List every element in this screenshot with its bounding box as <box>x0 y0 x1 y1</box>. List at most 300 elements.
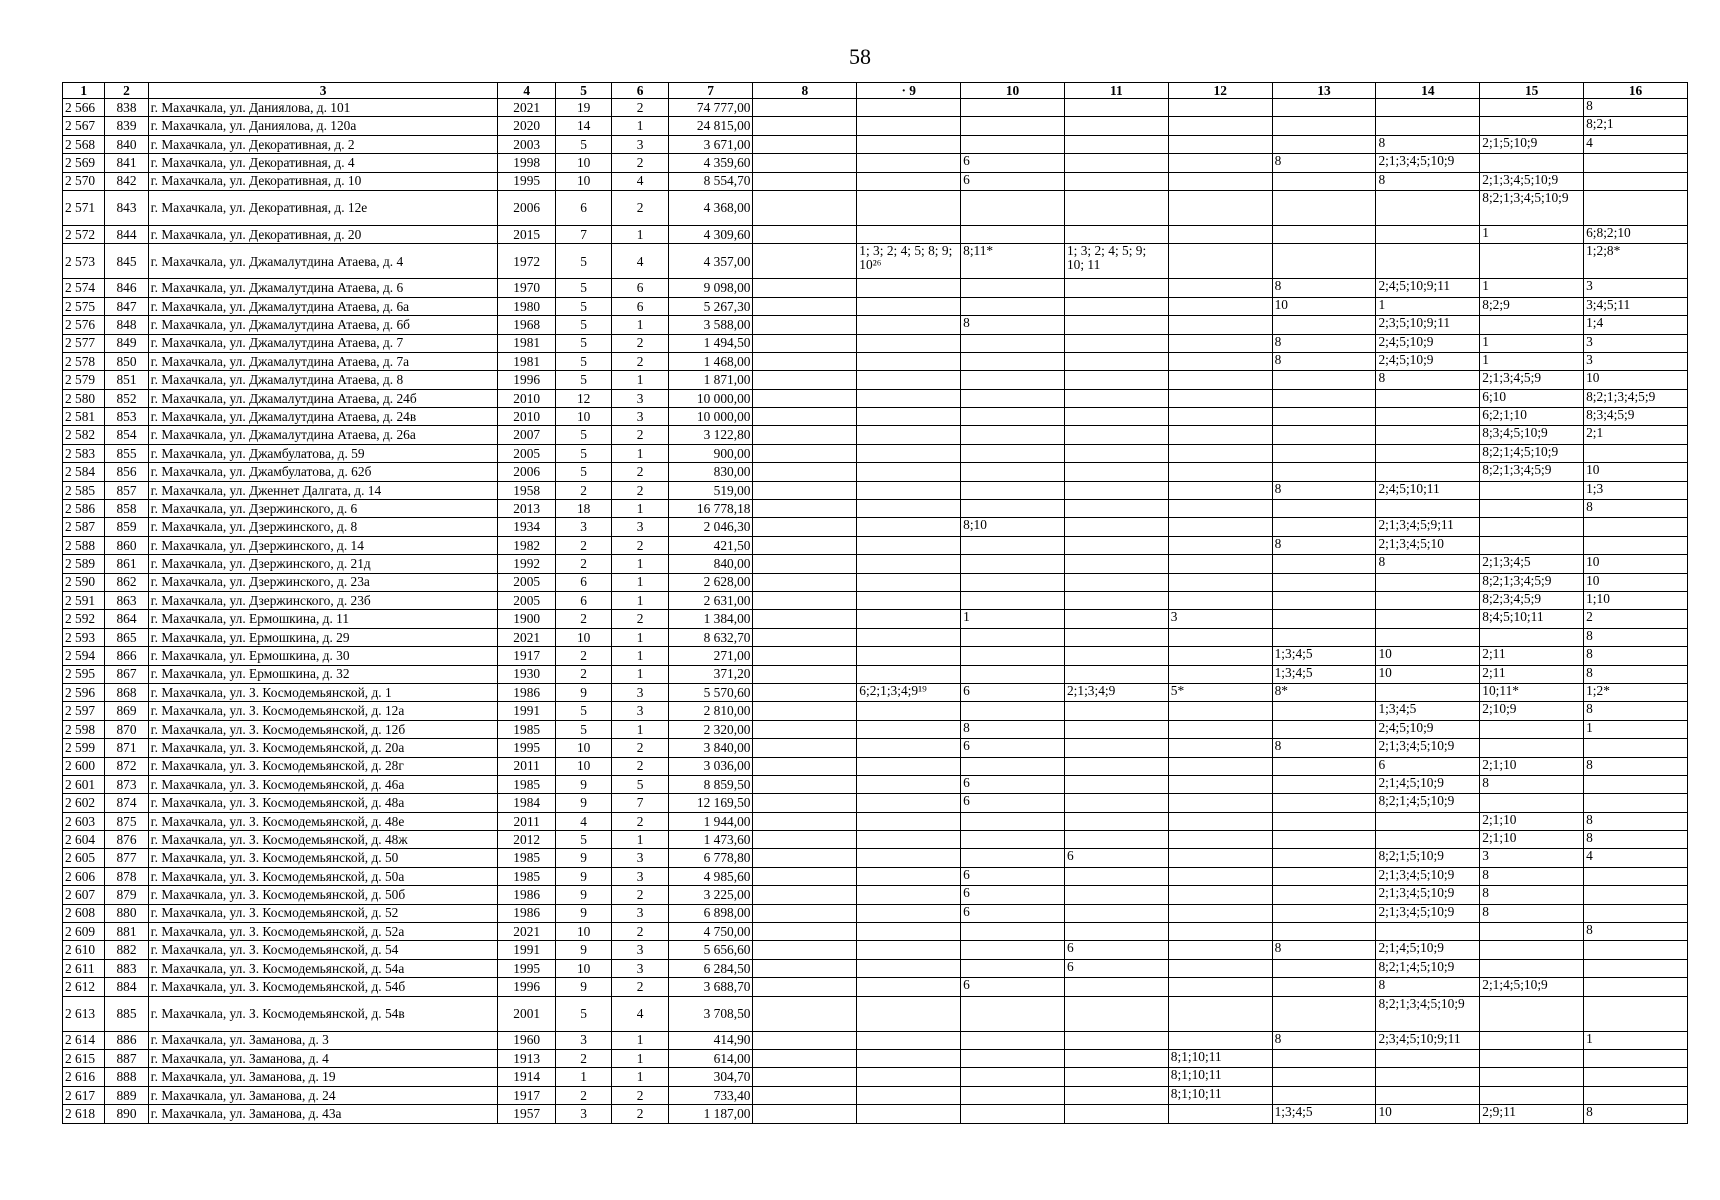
table-row <box>63 849 1688 867</box>
cell-col-4: 1968 <box>498 316 555 334</box>
cell-col-16: 3;4;5;11 <box>1584 297 1688 315</box>
table-row <box>63 135 1688 153</box>
cell-col-6: 2 <box>612 352 668 370</box>
cell-col-1: 2 582 <box>63 426 105 444</box>
cell-col-4: 1996 <box>498 978 555 996</box>
cell-col-7: 74 777,00 <box>668 99 753 117</box>
cell-col-10 <box>961 849 1065 867</box>
cell-col-13 <box>1272 389 1376 407</box>
cell-col-14: 8 <box>1376 978 1480 996</box>
cell-col-1: 2 615 <box>63 1049 105 1067</box>
cell-col-12 <box>1168 812 1272 830</box>
cell-col-5: 9 <box>555 904 611 922</box>
cell-col-7: 3 225,00 <box>668 886 753 904</box>
cell-col-12 <box>1168 941 1272 959</box>
table-row <box>63 591 1688 609</box>
cell-col-5: 6 <box>555 190 611 225</box>
cell-col-7: 2 320,00 <box>668 720 753 738</box>
cell-col-15 <box>1480 794 1584 812</box>
cell-col-6: 3 <box>612 408 668 426</box>
cell-col-5: 9 <box>555 867 611 885</box>
cell-col-8 <box>753 154 857 172</box>
cell-col-9 <box>857 573 961 591</box>
cell-col-7: 840,00 <box>668 555 753 573</box>
cell-col-12 <box>1168 172 1272 190</box>
cell-col-1: 2 576 <box>63 316 105 334</box>
cell-col-4: 1934 <box>498 518 555 536</box>
cell-col-16: 3 <box>1584 352 1688 370</box>
cell-col-16 <box>1584 172 1688 190</box>
cell-col-13 <box>1272 573 1376 591</box>
cell-col-13 <box>1272 591 1376 609</box>
table-row <box>63 1086 1688 1104</box>
cell-col-16: 3 <box>1584 279 1688 297</box>
table-row <box>63 99 1688 117</box>
cell-col-11 <box>1064 812 1168 830</box>
cell-col-14 <box>1376 408 1480 426</box>
cell-col-3: г. Махачкала, ул. Заманова, д. 3 <box>148 1031 498 1049</box>
cell-col-12 <box>1168 352 1272 370</box>
cell-col-2: 870 <box>105 720 148 738</box>
table-row <box>63 978 1688 996</box>
table-row <box>63 1049 1688 1067</box>
cell-col-8 <box>753 1031 857 1049</box>
cell-col-7: 1 468,00 <box>668 352 753 370</box>
cell-col-9 <box>857 1105 961 1123</box>
cell-col-15: 3 <box>1480 849 1584 867</box>
cell-col-6: 1 <box>612 444 668 462</box>
cell-col-11 <box>1064 518 1168 536</box>
cell-col-8 <box>753 352 857 370</box>
cell-col-8 <box>753 117 857 135</box>
table-row <box>63 297 1688 315</box>
cell-col-4: 1900 <box>498 610 555 628</box>
table-row <box>63 628 1688 646</box>
cell-col-7: 3 036,00 <box>668 757 753 775</box>
cell-col-2: 876 <box>105 831 148 849</box>
cell-col-12 <box>1168 959 1272 977</box>
cell-col-11 <box>1064 99 1168 117</box>
cell-col-6: 2 <box>612 190 668 225</box>
cell-col-16 <box>1584 941 1688 959</box>
cell-col-9 <box>857 628 961 646</box>
table-row <box>63 536 1688 554</box>
cell-col-11 <box>1064 1049 1168 1067</box>
cell-col-16: 8 <box>1584 1105 1688 1123</box>
cell-col-8 <box>753 867 857 885</box>
cell-col-4: 2005 <box>498 573 555 591</box>
cell-col-8 <box>753 610 857 628</box>
cell-col-12: 3 <box>1168 610 1272 628</box>
cell-col-12 <box>1168 904 1272 922</box>
cell-col-11 <box>1064 279 1168 297</box>
table-row <box>63 371 1688 389</box>
cell-col-14 <box>1376 1068 1480 1086</box>
cell-col-16: 1;2* <box>1584 683 1688 701</box>
table-row <box>63 555 1688 573</box>
cell-col-10 <box>961 702 1065 720</box>
cell-col-4: 2020 <box>498 117 555 135</box>
table-row <box>63 463 1688 481</box>
cell-col-14 <box>1376 683 1480 701</box>
cell-col-8 <box>753 297 857 315</box>
column-header-1: 1 <box>63 83 105 99</box>
cell-col-8 <box>753 279 857 297</box>
column-header-6: 6 <box>612 83 668 99</box>
cell-col-5: 7 <box>555 225 611 243</box>
table-row <box>63 886 1688 904</box>
cell-col-2: 852 <box>105 389 148 407</box>
cell-col-1: 2 589 <box>63 555 105 573</box>
cell-col-10 <box>961 959 1065 977</box>
cell-col-10 <box>961 647 1065 665</box>
cell-col-11 <box>1064 481 1168 499</box>
cell-col-2: 862 <box>105 573 148 591</box>
cell-col-8 <box>753 628 857 646</box>
cell-col-5: 10 <box>555 923 611 941</box>
cell-col-3: г. Махачкала, ул. Джамалутдина Атаева, д. 7 <box>148 334 498 352</box>
cell-col-9 <box>857 426 961 444</box>
cell-col-11 <box>1064 757 1168 775</box>
cell-col-3: г. Махачкала, ул. З. Космодемьянской, д. 46а <box>148 775 498 793</box>
cell-col-15 <box>1480 500 1584 518</box>
cell-col-7: 24 815,00 <box>668 117 753 135</box>
cell-col-2: 841 <box>105 154 148 172</box>
cell-col-6: 1 <box>612 665 668 683</box>
cell-col-7: 3 588,00 <box>668 316 753 334</box>
column-header-3: 3 <box>148 83 498 99</box>
cell-col-7: 6 898,00 <box>668 904 753 922</box>
cell-col-2: 890 <box>105 1105 148 1123</box>
cell-col-12 <box>1168 647 1272 665</box>
cell-col-3: г. Махачкала, ул. Ермошкина, д. 29 <box>148 628 498 646</box>
cell-col-15: 2;1;5;10;9 <box>1480 135 1584 153</box>
cell-col-15 <box>1480 99 1584 117</box>
cell-col-1: 2 602 <box>63 794 105 812</box>
cell-col-13 <box>1272 831 1376 849</box>
cell-col-11 <box>1064 154 1168 172</box>
cell-col-6: 1 <box>612 500 668 518</box>
cell-col-9 <box>857 463 961 481</box>
cell-col-6: 1 <box>612 1068 668 1086</box>
cell-col-1: 2 618 <box>63 1105 105 1123</box>
cell-col-6: 3 <box>612 867 668 885</box>
cell-col-3: г. Махачкала, ул. Джамбулатова, д. 62б <box>148 463 498 481</box>
cell-col-14: 2;4;5;10;9 <box>1376 352 1480 370</box>
cell-col-6: 2 <box>612 610 668 628</box>
cell-col-11: 6 <box>1064 849 1168 867</box>
cell-col-7: 1 473,60 <box>668 831 753 849</box>
cell-col-1: 2 605 <box>63 849 105 867</box>
cell-col-11 <box>1064 923 1168 941</box>
cell-col-12 <box>1168 426 1272 444</box>
cell-col-5: 10 <box>555 154 611 172</box>
cell-col-5: 5 <box>555 334 611 352</box>
cell-col-3: г. Махачкала, ул. Дзержинского, д. 23а <box>148 573 498 591</box>
cell-col-14: 2;1;3;4;5;10;9 <box>1376 867 1480 885</box>
cell-col-1: 2 606 <box>63 867 105 885</box>
cell-col-1: 2 570 <box>63 172 105 190</box>
table-row <box>63 996 1688 1031</box>
cell-col-14: 2;1;3;4;5;10;9 <box>1376 739 1480 757</box>
cell-col-7: 4 359,60 <box>668 154 753 172</box>
table-row <box>63 1105 1688 1123</box>
cell-col-13 <box>1272 1068 1376 1086</box>
cell-col-14: 2;1;3;4;5;10 <box>1376 536 1480 554</box>
cell-col-15: 2;1;4;5;10;9 <box>1480 978 1584 996</box>
cell-col-14 <box>1376 426 1480 444</box>
cell-col-13 <box>1272 610 1376 628</box>
cell-col-9 <box>857 739 961 757</box>
cell-col-9 <box>857 500 961 518</box>
cell-col-8 <box>753 244 857 279</box>
cell-col-15 <box>1480 481 1584 499</box>
cell-col-14: 8 <box>1376 555 1480 573</box>
cell-col-3: г. Махачкала, ул. З. Космодемьянской, д. 50 <box>148 849 498 867</box>
cell-col-6: 3 <box>612 849 668 867</box>
cell-col-2: 886 <box>105 1031 148 1049</box>
table-row <box>63 1068 1688 1086</box>
cell-col-8 <box>753 996 857 1031</box>
table-row <box>63 444 1688 462</box>
cell-col-5: 2 <box>555 610 611 628</box>
cell-col-9 <box>857 591 961 609</box>
cell-col-11 <box>1064 426 1168 444</box>
cell-col-1: 2 566 <box>63 99 105 117</box>
cell-col-14 <box>1376 225 1480 243</box>
cell-col-8 <box>753 371 857 389</box>
cell-col-8 <box>753 702 857 720</box>
cell-col-2: 853 <box>105 408 148 426</box>
cell-col-10 <box>961 831 1065 849</box>
cell-col-9 <box>857 867 961 885</box>
cell-col-14 <box>1376 117 1480 135</box>
column-header-7: 7 <box>668 83 753 99</box>
table-row <box>63 720 1688 738</box>
cell-col-9 <box>857 555 961 573</box>
cell-col-13 <box>1272 849 1376 867</box>
cell-col-11 <box>1064 739 1168 757</box>
cell-col-7: 16 778,18 <box>668 500 753 518</box>
cell-col-12 <box>1168 190 1272 225</box>
cell-col-8 <box>753 316 857 334</box>
cell-col-14 <box>1376 591 1480 609</box>
cell-col-1: 2 616 <box>63 1068 105 1086</box>
cell-col-12 <box>1168 316 1272 334</box>
cell-col-6: 3 <box>612 904 668 922</box>
cell-col-10: 6 <box>961 886 1065 904</box>
cell-col-6: 3 <box>612 941 668 959</box>
cell-col-1: 2 609 <box>63 923 105 941</box>
cell-col-6: 2 <box>612 757 668 775</box>
cell-col-8 <box>753 683 857 701</box>
table-row <box>63 426 1688 444</box>
cell-col-13: 1;3;4;5 <box>1272 1105 1376 1123</box>
cell-col-9 <box>857 154 961 172</box>
cell-col-13 <box>1272 959 1376 977</box>
cell-col-7: 414,90 <box>668 1031 753 1049</box>
cell-col-5: 5 <box>555 444 611 462</box>
cell-col-12 <box>1168 867 1272 885</box>
table-row <box>63 279 1688 297</box>
cell-col-13 <box>1272 1049 1376 1067</box>
cell-col-16 <box>1584 1068 1688 1086</box>
cell-col-13 <box>1272 923 1376 941</box>
cell-col-16 <box>1584 904 1688 922</box>
cell-col-13 <box>1272 978 1376 996</box>
cell-col-1: 2 617 <box>63 1086 105 1104</box>
cell-col-3: г. Махачкала, ул. Заманова, д. 43а <box>148 1105 498 1123</box>
cell-col-8 <box>753 1049 857 1067</box>
cell-col-4: 2011 <box>498 757 555 775</box>
cell-col-5: 19 <box>555 99 611 117</box>
cell-col-4: 1980 <box>498 297 555 315</box>
cell-col-15: 2;1;10 <box>1480 831 1584 849</box>
cell-col-15 <box>1480 739 1584 757</box>
cell-col-5: 9 <box>555 886 611 904</box>
cell-col-16 <box>1584 794 1688 812</box>
cell-col-6: 4 <box>612 996 668 1031</box>
cell-col-9 <box>857 408 961 426</box>
cell-col-5: 10 <box>555 739 611 757</box>
cell-col-9 <box>857 1068 961 1086</box>
cell-col-2: 878 <box>105 867 148 885</box>
cell-col-16: 8 <box>1584 99 1688 117</box>
cell-col-14: 2;4;5;10;9;11 <box>1376 279 1480 297</box>
table-row <box>63 117 1688 135</box>
cell-col-16: 8 <box>1584 831 1688 849</box>
cell-col-4: 2021 <box>498 923 555 941</box>
cell-col-16: 1;4 <box>1584 316 1688 334</box>
cell-col-5: 5 <box>555 831 611 849</box>
cell-col-1: 2 607 <box>63 886 105 904</box>
cell-col-4: 1972 <box>498 244 555 279</box>
cell-col-14 <box>1376 923 1480 941</box>
cell-col-8 <box>753 334 857 352</box>
cell-col-11 <box>1064 297 1168 315</box>
table-row <box>63 316 1688 334</box>
cell-col-9 <box>857 316 961 334</box>
cell-col-13: 8 <box>1272 739 1376 757</box>
cell-col-12 <box>1168 225 1272 243</box>
cell-col-16: 2;1 <box>1584 426 1688 444</box>
cell-col-12 <box>1168 831 1272 849</box>
cell-col-10 <box>961 389 1065 407</box>
cell-col-8 <box>753 1086 857 1104</box>
cell-col-15 <box>1480 1049 1584 1067</box>
cell-col-5: 18 <box>555 500 611 518</box>
cell-col-14: 1;3;4;5 <box>1376 702 1480 720</box>
cell-col-4: 1992 <box>498 555 555 573</box>
cell-col-12 <box>1168 555 1272 573</box>
cell-col-3: г. Махачкала, ул. Декоративная, д. 2 <box>148 135 498 153</box>
cell-col-3: г. Махачкала, ул. З. Космодемьянской, д. 54 <box>148 941 498 959</box>
cell-col-3: г. Махачкала, ул. Джамалутдина Атаева, д. 26а <box>148 426 498 444</box>
cell-col-11 <box>1064 135 1168 153</box>
table-row <box>63 190 1688 225</box>
cell-col-11: 2;1;3;4;9 <box>1064 683 1168 701</box>
cell-col-15: 8;2;1;3;4;5;9 <box>1480 463 1584 481</box>
cell-col-12 <box>1168 99 1272 117</box>
cell-col-13 <box>1272 757 1376 775</box>
cell-col-10 <box>961 757 1065 775</box>
cell-col-15 <box>1480 1068 1584 1086</box>
cell-col-2: 869 <box>105 702 148 720</box>
cell-col-11 <box>1064 702 1168 720</box>
cell-col-4: 2011 <box>498 812 555 830</box>
cell-col-8 <box>753 904 857 922</box>
cell-col-10 <box>961 408 1065 426</box>
cell-col-3: г. Махачкала, ул. З. Космодемьянской, д. 54а <box>148 959 498 977</box>
cell-col-5: 5 <box>555 426 611 444</box>
cell-col-16: 8 <box>1584 702 1688 720</box>
cell-col-12 <box>1168 886 1272 904</box>
cell-col-4: 1985 <box>498 867 555 885</box>
cell-col-15 <box>1480 941 1584 959</box>
cell-col-6: 1 <box>612 371 668 389</box>
cell-col-14 <box>1376 610 1480 628</box>
cell-col-8 <box>753 225 857 243</box>
cell-col-3: г. Махачкала, ул. Джамалутдина Атаева, д. 6а <box>148 297 498 315</box>
cell-col-11 <box>1064 408 1168 426</box>
cell-col-13 <box>1272 628 1376 646</box>
cell-col-4: 1985 <box>498 720 555 738</box>
cell-col-9 <box>857 389 961 407</box>
cell-col-2: 860 <box>105 536 148 554</box>
cell-col-11 <box>1064 555 1168 573</box>
cell-col-2: 884 <box>105 978 148 996</box>
cell-col-1: 2 577 <box>63 334 105 352</box>
cell-col-13 <box>1272 555 1376 573</box>
cell-col-16: 1;3 <box>1584 481 1688 499</box>
cell-col-14 <box>1376 1049 1480 1067</box>
cell-col-1: 2 597 <box>63 702 105 720</box>
cell-col-4: 1913 <box>498 1049 555 1067</box>
cell-col-6: 6 <box>612 279 668 297</box>
cell-col-8 <box>753 500 857 518</box>
cell-col-8 <box>753 408 857 426</box>
cell-col-4: 1985 <box>498 775 555 793</box>
cell-col-3: г. Махачкала, ул. Джамалутдина Атаева, д. 6б <box>148 316 498 334</box>
cell-col-1: 2 601 <box>63 775 105 793</box>
cell-col-9 <box>857 297 961 315</box>
cell-col-12 <box>1168 1031 1272 1049</box>
column-header-8: 8 <box>753 83 857 99</box>
cell-col-8 <box>753 647 857 665</box>
cell-col-12 <box>1168 923 1272 941</box>
cell-col-2: 863 <box>105 591 148 609</box>
cell-col-14: 10 <box>1376 665 1480 683</box>
cell-col-10 <box>961 190 1065 225</box>
cell-col-2: 840 <box>105 135 148 153</box>
column-header-15: 15 <box>1480 83 1584 99</box>
cell-col-11 <box>1064 867 1168 885</box>
cell-col-6: 2 <box>612 481 668 499</box>
cell-col-7: 900,00 <box>668 444 753 462</box>
column-header-11: 11 <box>1064 83 1168 99</box>
cell-col-13 <box>1272 408 1376 426</box>
cell-col-8 <box>753 923 857 941</box>
cell-col-4: 1986 <box>498 683 555 701</box>
cell-col-10 <box>961 923 1065 941</box>
cell-col-5: 9 <box>555 941 611 959</box>
cell-col-7: 2 046,30 <box>668 518 753 536</box>
cell-col-2: 855 <box>105 444 148 462</box>
cell-col-1: 2 573 <box>63 244 105 279</box>
cell-col-2: 859 <box>105 518 148 536</box>
cell-col-6: 2 <box>612 463 668 481</box>
cell-col-2: 843 <box>105 190 148 225</box>
